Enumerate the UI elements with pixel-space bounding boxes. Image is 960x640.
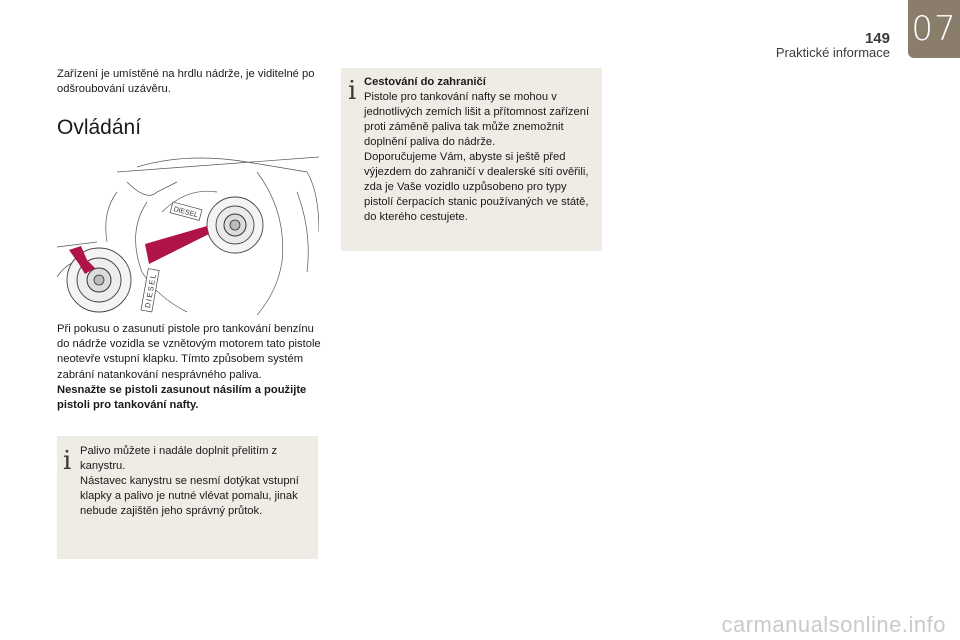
- info-box-refill: [57, 436, 318, 559]
- fuel-filler-illustration: [57, 152, 319, 315]
- info-box-travel: [341, 68, 602, 251]
- page-number: 149: [864, 30, 890, 47]
- body-warning: Nesnažte se pistoli zasunout násilím a použijte pistoli pro tankování nafty.: [57, 383, 307, 412]
- info-box-refill-text: Palivo můžete i nadále doplnit přelitím z kanystru. Nástavec kanystru se nesmí dotýkat vstupní klapky a palivo je nutné vlévat pomalu, jinak nebude zajištěn jeho správný průtok.: [80, 445, 299, 517]
- info-icon: i: [63, 446, 72, 476]
- section-title: Praktické informace: [775, 45, 890, 60]
- chapter-tab: [908, 0, 960, 58]
- watermark: carmanualsonline.info: [721, 612, 946, 637]
- info-box-travel-text: Pistole pro tankování nafty se mohou v jednotlivých zemích lišit a přítomnost zařízení proti záměně paliva tak může znemožnit doplnění paliva do nádrže. Doporučujeme Vám, abyste si ještě před výjezdem do zahraničí v dealerské síti ověřili, zda je Vaše vozidlo uzpůsobeno pro typy pistolí čerpacích stanic používaných ve státě, do kterého cestujete.: [364, 91, 590, 223]
- diesel-label-lower: DIESEL: [143, 272, 159, 309]
- section-heading: Ovládání: [57, 116, 142, 139]
- pointer-arrow-upper: [145, 226, 209, 264]
- intro-text: Zařízení je umístěné na hrdlu nádrže, je viditelné po odšroubování uzávěru.: [57, 68, 315, 95]
- chapter-number: 07: [911, 9, 957, 49]
- body-paragraph: Při pokusu o zasunutí pistole pro tankování benzínu do nádrže vozidla se vznětovým motorem tato pistole neotevře vstupní klapku. Tímto způsobem systém zabrání natankování nesprávného paliva.: [57, 323, 321, 381]
- body-text: [57, 322, 322, 413]
- info-icon: i: [348, 76, 357, 106]
- upper-filler-cap: [207, 197, 263, 253]
- info-box-travel-body: [364, 75, 598, 225]
- info-box-travel-title: Cestování do zahraničí: [364, 76, 486, 88]
- diesel-label-upper: DIESEL: [172, 206, 199, 220]
